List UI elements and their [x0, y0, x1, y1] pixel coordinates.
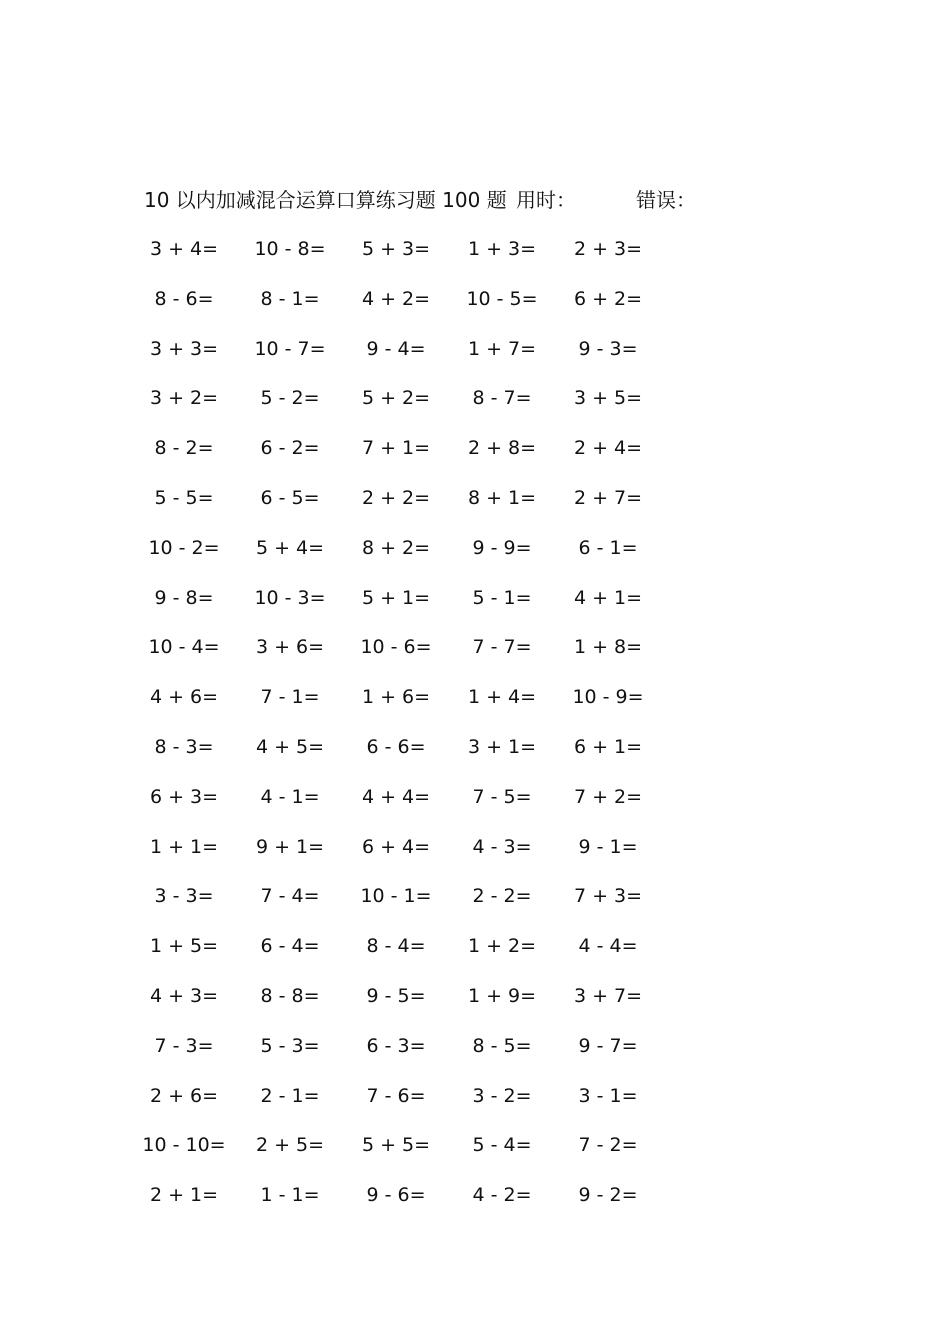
math-problem: 8 - 8= — [260, 985, 320, 1007]
math-problem: 4 + 3= — [149, 985, 219, 1007]
math-problem: 8 - 1= — [260, 288, 320, 310]
math-problem: 1 + 6= — [361, 686, 431, 708]
math-problem: 6 + 4= — [361, 836, 431, 858]
math-problem: 5 + 4= — [255, 537, 325, 559]
math-problem: 4 - 4= — [578, 935, 638, 957]
math-problem: 5 - 3= — [260, 1035, 320, 1057]
math-problem: 7 - 5= — [472, 786, 532, 808]
math-problem: 5 + 5= — [361, 1134, 431, 1156]
math-problem: 3 + 2= — [149, 387, 219, 409]
math-problem: 6 + 1= — [573, 736, 643, 758]
math-problem: 2 - 1= — [260, 1085, 320, 1107]
math-problem: 7 - 4= — [260, 885, 320, 907]
math-problem: 6 - 6= — [366, 736, 426, 758]
math-problem: 4 - 1= — [260, 786, 320, 808]
math-problem: 10 - 6= — [360, 636, 432, 658]
math-problem: 3 + 4= — [149, 238, 219, 260]
math-problem: 2 + 5= — [255, 1134, 325, 1156]
math-problem: 5 + 2= — [361, 387, 431, 409]
math-problem: 7 + 3= — [573, 885, 643, 907]
math-problem: 5 - 4= — [472, 1134, 532, 1156]
error-count-label: 错误： — [636, 188, 696, 212]
math-problem: 2 + 4= — [573, 437, 643, 459]
math-problem: 6 - 2= — [260, 437, 320, 459]
math-problem: 2 - 2= — [472, 885, 532, 907]
math-problem: 8 - 4= — [366, 935, 426, 957]
math-problem: 9 - 8= — [154, 587, 214, 609]
worksheet-title: 10 以内加减混合运算口算练习题 100 题 — [144, 188, 507, 212]
math-problem: 9 - 2= — [578, 1184, 638, 1206]
math-problem: 2 + 3= — [573, 238, 643, 260]
math-problem: 4 + 2= — [361, 288, 431, 310]
math-problem: 1 + 9= — [467, 985, 537, 1007]
math-problem: 7 - 1= — [260, 686, 320, 708]
math-problem: 9 - 6= — [366, 1184, 426, 1206]
math-problem: 3 + 3= — [149, 338, 219, 360]
math-problem: 4 + 5= — [255, 736, 325, 758]
math-problem: 2 + 1= — [149, 1184, 219, 1206]
math-problem: 10 - 4= — [148, 636, 220, 658]
math-problem: 7 - 2= — [578, 1134, 638, 1156]
math-problem: 8 - 7= — [472, 387, 532, 409]
math-problem: 5 - 2= — [260, 387, 320, 409]
math-problem: 8 - 2= — [154, 437, 214, 459]
math-problem: 7 + 2= — [573, 786, 643, 808]
math-problem: 3 + 5= — [573, 387, 643, 409]
math-problem: 7 - 6= — [366, 1085, 426, 1107]
math-problem: 5 - 1= — [472, 587, 532, 609]
math-problem: 5 - 5= — [154, 487, 214, 509]
math-problem: 2 + 7= — [573, 487, 643, 509]
math-problem: 2 + 8= — [467, 437, 537, 459]
math-problem: 3 - 2= — [472, 1085, 532, 1107]
math-problem: 7 + 1= — [361, 437, 431, 459]
math-problem: 6 - 1= — [578, 537, 638, 559]
math-problem: 4 + 4= — [361, 786, 431, 808]
math-problem: 9 - 9= — [472, 537, 532, 559]
math-problem: 10 - 5= — [466, 288, 538, 310]
math-problem: 10 - 3= — [254, 587, 326, 609]
math-problem: 10 - 8= — [254, 238, 326, 260]
math-problem: 6 - 4= — [260, 935, 320, 957]
math-problem: 9 + 1= — [255, 836, 325, 858]
math-problem: 1 - 1= — [260, 1184, 320, 1206]
math-problem: 6 - 3= — [366, 1035, 426, 1057]
math-problem: 1 + 2= — [467, 935, 537, 957]
math-problem: 4 - 3= — [472, 836, 532, 858]
math-problem: 1 + 3= — [467, 238, 537, 260]
math-problem: 7 - 3= — [154, 1035, 214, 1057]
math-problem: 10 - 7= — [254, 338, 326, 360]
math-problem: 10 - 9= — [572, 686, 644, 708]
math-problem: 9 - 5= — [366, 985, 426, 1007]
math-problem: 7 - 7= — [472, 636, 532, 658]
math-problem: 3 - 1= — [578, 1085, 638, 1107]
math-problem: 6 + 3= — [149, 786, 219, 808]
math-problem: 9 - 7= — [578, 1035, 638, 1057]
math-problem: 5 + 3= — [361, 238, 431, 260]
math-problem: 3 + 7= — [573, 985, 643, 1007]
time-used-label: 用时： — [516, 188, 576, 212]
math-problem: 8 + 2= — [361, 537, 431, 559]
math-problem: 4 + 6= — [149, 686, 219, 708]
math-problem: 1 + 4= — [467, 686, 537, 708]
math-problem: 6 + 2= — [573, 288, 643, 310]
math-problem: 10 - 1= — [360, 885, 432, 907]
math-problem: 6 - 5= — [260, 487, 320, 509]
math-problem: 9 - 3= — [578, 338, 638, 360]
math-problem: 3 - 3= — [154, 885, 214, 907]
math-problem: 1 + 7= — [467, 338, 537, 360]
math-problem: 4 - 2= — [472, 1184, 532, 1206]
math-problem: 3 + 6= — [255, 636, 325, 658]
math-problem: 8 + 1= — [467, 487, 537, 509]
math-problem: 4 + 1= — [573, 587, 643, 609]
math-problem: 10 - 10= — [142, 1134, 226, 1156]
math-problem: 1 + 5= — [149, 935, 219, 957]
math-problem: 8 - 5= — [472, 1035, 532, 1057]
math-problem: 2 + 2= — [361, 487, 431, 509]
math-problem: 2 + 6= — [149, 1085, 219, 1107]
math-problem: 9 - 4= — [366, 338, 426, 360]
math-problem: 3 + 1= — [467, 736, 537, 758]
math-problem: 1 + 8= — [573, 636, 643, 658]
math-problem: 8 - 6= — [154, 288, 214, 310]
math-problem: 9 - 1= — [578, 836, 638, 858]
math-problem: 5 + 1= — [361, 587, 431, 609]
math-problem: 10 - 2= — [148, 537, 220, 559]
math-problem: 1 + 1= — [149, 836, 219, 858]
math-problem: 8 - 3= — [154, 736, 214, 758]
